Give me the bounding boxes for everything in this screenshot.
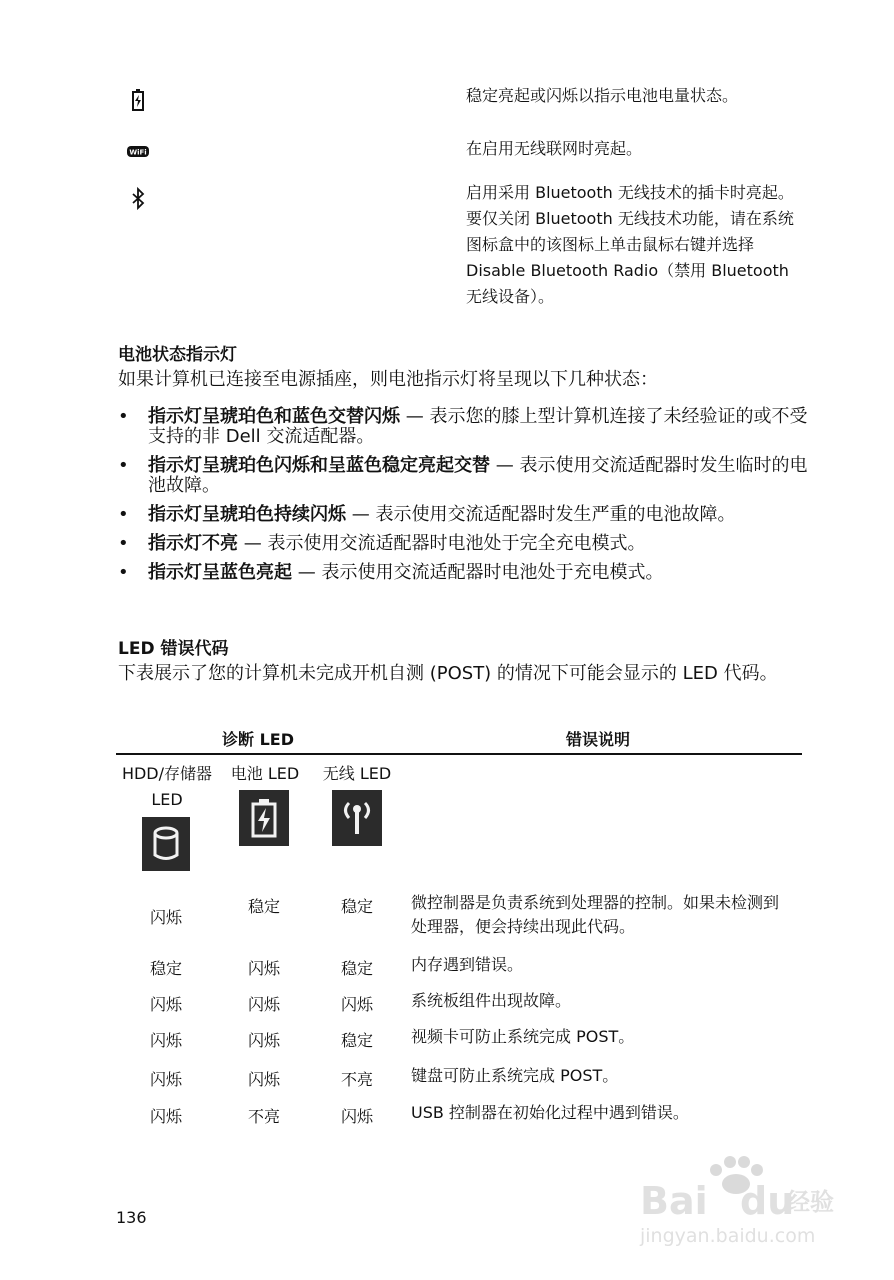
wifi-icon xyxy=(124,137,152,165)
cell-hdd: 闪烁 xyxy=(149,1107,182,1126)
cell-description: 系统板组件出现故障。 xyxy=(411,991,572,1010)
battery-led-icon xyxy=(239,790,289,846)
cell-hdd: 闪烁 xyxy=(149,995,182,1014)
cell-wireless: 闪烁 xyxy=(340,995,373,1014)
cell-description: 微控制器是负责系统到处理器的控制。如果未检测到处理器，便会持续出现此代码。 xyxy=(411,893,780,936)
cell-hdd: 闪烁 xyxy=(149,1070,182,1089)
list-item: • 指示灯呈琥珀色持续闪烁 — 表示使用交流适配器时发生严重的电池故障。 xyxy=(118,504,736,525)
svg-text:Bai: Bai xyxy=(640,1179,708,1223)
svg-text:经验: 经验 xyxy=(786,1188,834,1216)
cell-wireless: 稳定 xyxy=(340,959,373,978)
list-item: • 指示灯呈琥珀色闪烁和呈蓝色稳定亮起交替 — 表示使用交流适配器时发生临时的电池故障。 xyxy=(118,455,808,496)
battery-status-heading: 电池状态指示灯 xyxy=(118,345,237,365)
indicator-bluetooth-desc: 启用采用 Bluetooth 无线技术的插卡时亮起。要仅关闭 Bluetooth 无线技术功能，请在系统图标盒中的该图标上单击鼠标右键并选择 Disable Bluetooth Radio（禁用 Bluetooth 无线设备）。 xyxy=(466,183,794,306)
list-item: • 指示灯呈琥珀色和蓝色交替闪烁 — 表示您的膝上型计算机连接了未经验证的或不受支持的非 Dell 交流适配器。 xyxy=(118,406,808,447)
cell-description: USB 控制器在初始化过程中遇到错误。 xyxy=(411,1103,689,1122)
table-header-rule xyxy=(116,753,802,755)
svg-text:WiFi: WiFi xyxy=(129,148,147,157)
cell-battery: 闪烁 xyxy=(247,959,280,978)
list-item: • 指示灯不亮 — 表示使用交流适配器时电池处于完全充电模式。 xyxy=(118,533,646,554)
led-error-heading: LED 错误代码 xyxy=(118,639,229,659)
battery-status-list xyxy=(118,407,808,592)
svg-text:jingyan.baidu.com: jingyan.baidu.com xyxy=(640,1225,816,1247)
cell-wireless: 闪烁 xyxy=(340,1107,373,1126)
battery-status-intro: 如果计算机已连接至电源插座，则电池指示灯将呈现以下几种状态： xyxy=(118,369,658,390)
column-wireless-label: 无线 LED xyxy=(322,764,392,783)
bluetooth-icon xyxy=(124,185,152,213)
cell-hdd: 稳定 xyxy=(149,959,182,978)
cell-description: 视频卡可防止系统完成 POST。 xyxy=(411,1027,635,1046)
list-item: • 指示灯呈蓝色亮起 — 表示使用交流适配器时电池处于充电模式。 xyxy=(118,562,664,583)
cell-hdd: 闪烁 xyxy=(149,1031,182,1050)
cell-description: 键盘可防止系统完成 POST。 xyxy=(411,1066,619,1085)
baidu-jingyan-watermark xyxy=(636,1148,846,1248)
cell-wireless: 不亮 xyxy=(340,1070,373,1089)
indicator-battery-desc: 稳定亮起或闪烁以指示电池电量状态。 xyxy=(466,86,739,105)
column-battery-label: 电池 LED xyxy=(230,764,300,783)
cell-battery: 闪烁 xyxy=(247,1031,280,1050)
table-header-diagnostic: 诊断 LED xyxy=(222,730,294,749)
cell-hdd: 闪烁 xyxy=(149,908,182,927)
cell-description: 内存遇到错误。 xyxy=(411,955,524,974)
led-error-intro: 下表展示了您的计算机未完成开机自测 (POST) 的情况下可能会显示的 LED 代码。 xyxy=(118,663,778,684)
cell-battery: 稳定 xyxy=(247,897,280,916)
table-header-description: 错误说明 xyxy=(566,730,631,749)
page-number: 136 xyxy=(116,1208,147,1227)
hdd-led-icon xyxy=(142,817,190,871)
battery-icon xyxy=(124,86,152,114)
svg-text:du: du xyxy=(740,1179,795,1223)
column-hdd-label: HDD/存储器 LED xyxy=(121,764,213,809)
cell-wireless: 稳定 xyxy=(340,1031,373,1050)
cell-battery: 闪烁 xyxy=(247,1070,280,1089)
indicator-wifi-desc: 在启用无线联网时亮起。 xyxy=(466,139,643,158)
cell-battery: 不亮 xyxy=(247,1107,280,1126)
cell-wireless: 稳定 xyxy=(340,897,373,916)
wireless-led-icon xyxy=(332,790,382,846)
cell-battery: 闪烁 xyxy=(247,995,280,1014)
